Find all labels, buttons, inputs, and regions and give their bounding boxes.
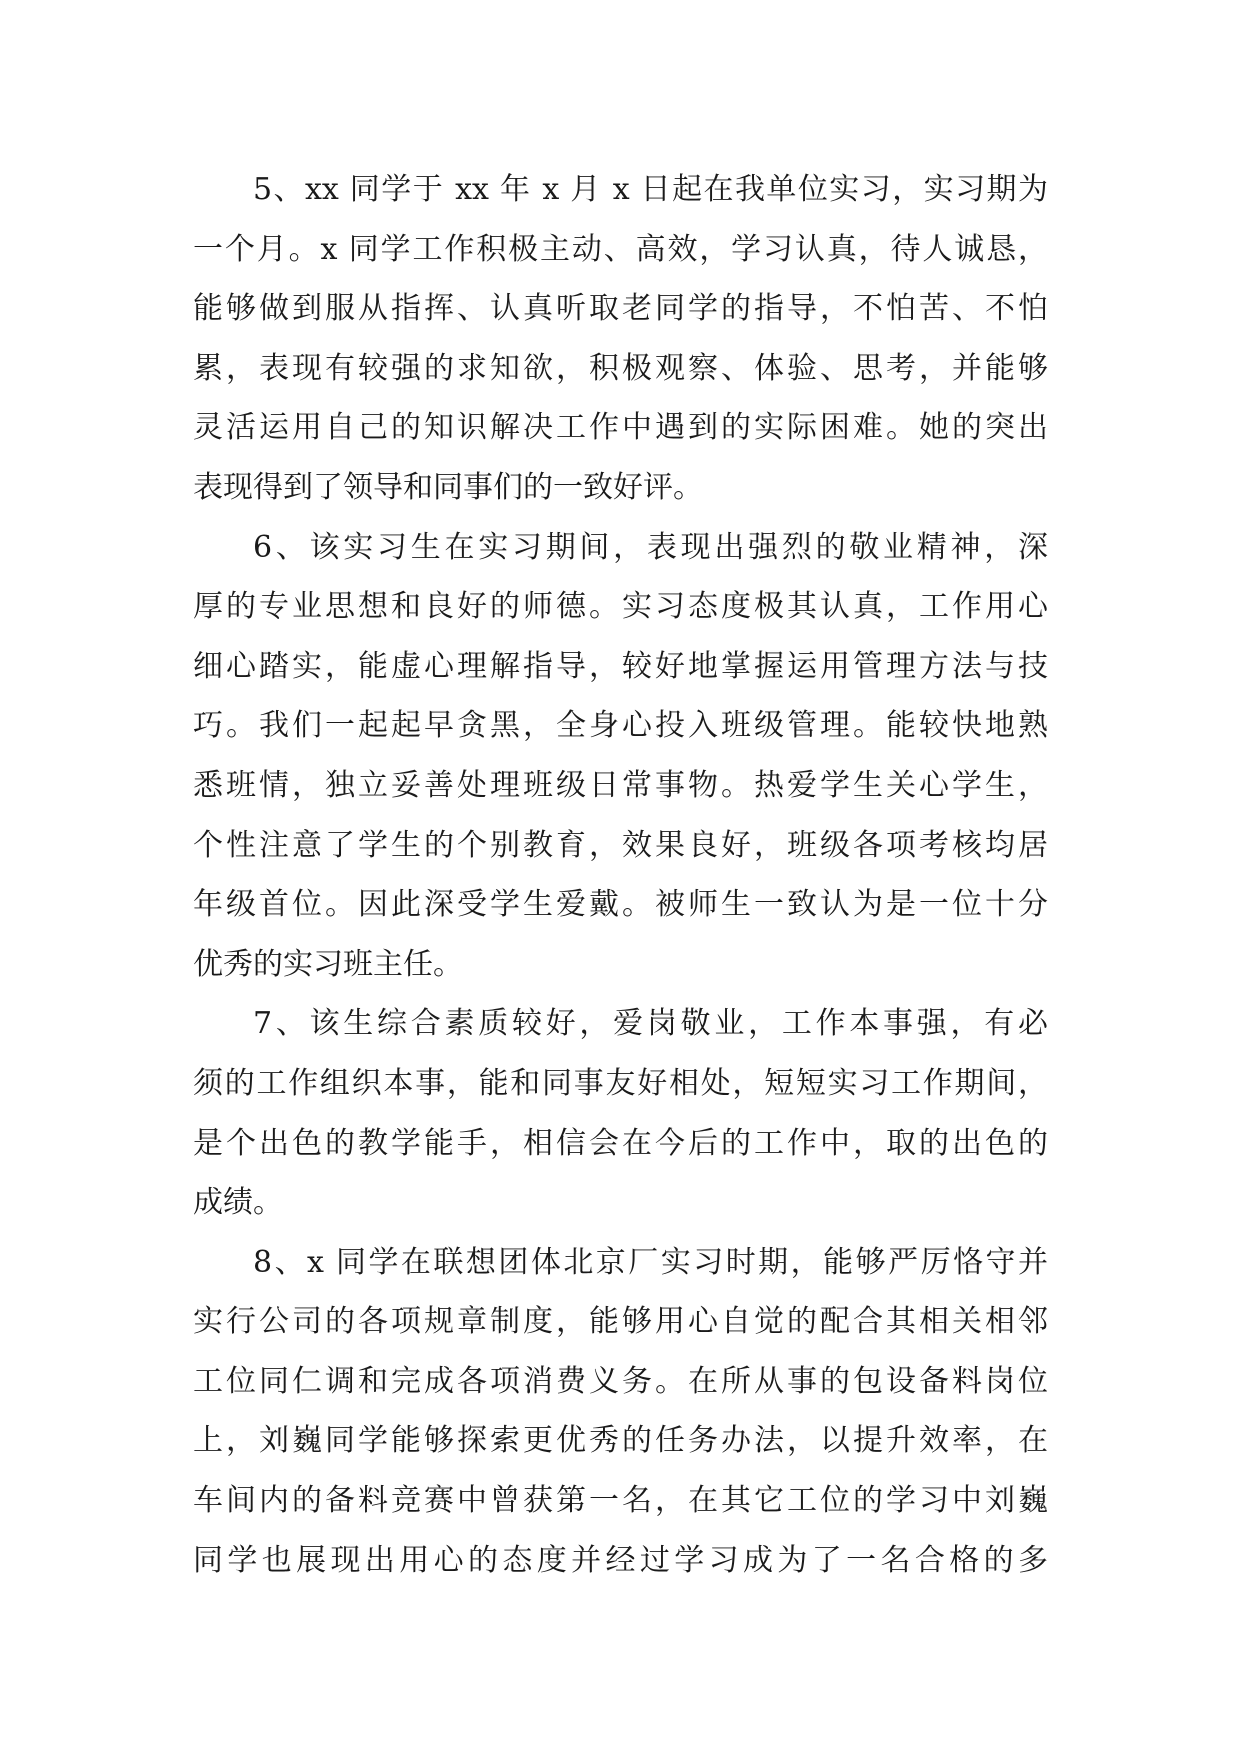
paragraph-7: [193, 994, 1048, 1232]
paragraph-line: 个性注意了学生的个别教育，效果良好，班级各项考核均居: [193, 827, 1048, 863]
paragraph-line: 表现得到了领导和同事们的一致好评。: [193, 469, 703, 505]
paragraph-line: 6、该实习生在实习期间，表现出强烈的敬业精神，深: [253, 529, 1048, 565]
paragraph-line: 车间内的备料竞赛中曾获第一名，在其它工位的学习中刘巍: [193, 1483, 1048, 1519]
paragraph-line: 年级首位。因此深受学生爱戴。被师生一致认为是一位十分: [193, 887, 1048, 923]
paragraph-line: 工位同仁调和完成各项消费义务。在所从事的包设备料岗位: [193, 1363, 1048, 1399]
paragraph-line: 5、xx 同学于 xx 年 x 月 x 日起在我单位实习，实习期为: [253, 172, 1048, 207]
paragraph-line: 厚的专业思想和良好的师德。实习态度极其认真，工作用心: [193, 589, 1048, 625]
paragraph-line: 成绩。: [193, 1185, 283, 1221]
paragraph-line: 优秀的实习班主任。: [193, 946, 463, 982]
paragraph-line: 同学也展现出用心的态度并经过学习成为了一名合格的多: [193, 1542, 1048, 1578]
paragraph-line: 灵活运用自己的知识解决工作中遇到的实际困难。她的突出: [193, 410, 1048, 446]
document-body: [193, 160, 1048, 1590]
paragraph-8: [193, 1233, 1048, 1591]
paragraph-line: 8、x 同学在联想团体北京厂实习时期，能够严厉恪守并: [253, 1244, 1048, 1280]
paragraph-line: 实行公司的各项规章制度，能够用心自觉的配合其相关相邻: [193, 1304, 1048, 1340]
paragraph-6: [193, 518, 1048, 995]
paragraph-line: 上，刘巍同学能够探索更优秀的任务办法，以提升效率，在: [193, 1423, 1048, 1459]
paragraph-line: 须的工作组织本事，能和同事友好相处，短短实习工作期间，: [193, 1065, 1048, 1101]
paragraph-line: 累，表现有较强的求知欲，积极观察、体验、思考，并能够: [193, 350, 1048, 386]
paragraph-line: 一个月。x 同学工作积极主动、高效，学习认真，待人诚恳，: [193, 231, 1048, 267]
paragraph-line: 细心踏实，能虚心理解指导，较好地掌握运用管理方法与技: [193, 648, 1048, 684]
paragraph-5: [193, 160, 1048, 518]
paragraph-line: 是个出色的教学能手，相信会在今后的工作中，取的出色的: [193, 1125, 1048, 1161]
paragraph-line: 悉班情，独立妥善处理班级日常事物。热爱学生关心学生，: [193, 767, 1048, 803]
paragraph-line: 巧。我们一起起早贪黑，全身心投入班级管理。能较快地熟: [193, 708, 1048, 744]
paragraph-line: 7、该生综合素质较好，爱岗敬业，工作本事强，有必: [253, 1006, 1048, 1042]
paragraph-line: 能够做到服从指挥、认真听取老同学的指导，不怕苦、不怕: [193, 291, 1048, 327]
